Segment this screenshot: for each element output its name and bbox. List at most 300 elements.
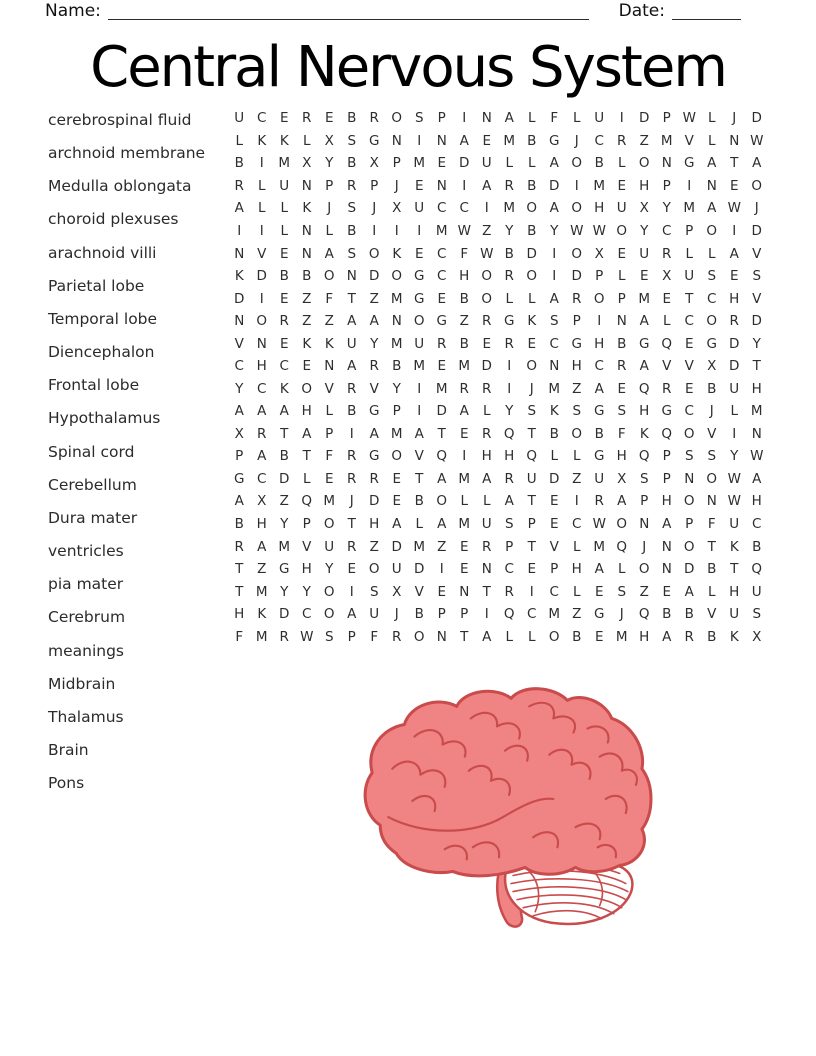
grid-letter: B	[527, 132, 537, 149]
grid-letter: B	[347, 403, 357, 420]
grid-letter: N	[706, 493, 717, 510]
grid-letter: A	[234, 200, 244, 217]
grid-letter: O	[616, 516, 628, 532]
grid-letter: Y	[640, 222, 649, 239]
grid-letter: Q	[526, 448, 538, 465]
grid-letter: M	[323, 493, 336, 510]
grid-letter: Q	[616, 538, 628, 555]
grid-letter: F	[325, 448, 334, 465]
grid-letter: I	[259, 222, 264, 239]
grid-letter: C	[684, 403, 694, 420]
grid-letter: V	[302, 538, 312, 555]
grid-letter: O	[526, 358, 538, 375]
grid-letter: L	[707, 132, 716, 149]
grid-letter: P	[595, 268, 604, 285]
grid-letter: X	[594, 245, 604, 262]
grid-letter: D	[391, 538, 402, 555]
grid-letter: Y	[550, 222, 559, 239]
grid-letter: M	[548, 380, 561, 397]
grid-letter: S	[617, 403, 627, 420]
grid-letter: Y	[302, 583, 311, 600]
grid-letter: A	[324, 245, 334, 262]
grid-letter: C	[594, 358, 604, 375]
grid-letter: Q	[638, 448, 650, 465]
grid-letter: E	[527, 561, 537, 578]
grid-letter: E	[594, 628, 604, 645]
grid-letter: F	[707, 516, 716, 532]
grid-letter: J	[619, 606, 624, 623]
grid-letter: N	[234, 313, 245, 330]
grid-letter: E	[324, 470, 334, 487]
grid-letter: P	[347, 628, 356, 645]
brain-cerebrum-shape	[365, 689, 651, 876]
grid-letter: R	[504, 177, 514, 194]
grid-letter: T	[482, 583, 491, 600]
grid-letter: T	[707, 538, 716, 555]
grid-letter: I	[417, 403, 422, 420]
grid-letter: Y	[325, 155, 334, 172]
grid-letter: C	[572, 516, 582, 532]
grid-letter: I	[417, 132, 422, 149]
grid-letter: L	[302, 132, 311, 149]
grid-letter: U	[526, 470, 537, 487]
grid-letter: N	[301, 222, 312, 239]
grid-letter: P	[325, 177, 334, 194]
grid-letter: B	[347, 155, 357, 172]
grid-letter: D	[729, 335, 740, 352]
grid-letter: M	[503, 132, 516, 149]
grid-letter: Y	[505, 222, 514, 239]
grid-letter: V	[414, 583, 424, 600]
grid-letter: N	[436, 628, 447, 645]
grid-letter: I	[507, 358, 512, 375]
grid-letter: I	[574, 177, 579, 194]
grid-letter: G	[549, 132, 560, 149]
grid-letter: H	[301, 403, 312, 420]
grid-letter: V	[414, 448, 424, 465]
grid-letter: L	[572, 583, 581, 600]
grid-letter: N	[706, 177, 717, 194]
grid-letter: H	[594, 200, 605, 217]
grid-letter: H	[256, 358, 267, 375]
grid-letter: V	[707, 425, 717, 442]
grid-letter: Q	[638, 606, 650, 623]
grid-letter: R	[729, 313, 739, 330]
grid-letter: L	[325, 222, 334, 239]
grid-letter: N	[324, 358, 335, 375]
grid-letter: T	[527, 425, 536, 442]
grid-letter: B	[617, 335, 627, 352]
grid-letter: B	[504, 245, 514, 262]
grid-letter: M	[750, 403, 763, 420]
grid-letter: C	[257, 470, 267, 487]
grid-letter: H	[504, 448, 515, 465]
grid-letter: G	[414, 290, 425, 307]
grid-letter: H	[234, 606, 245, 623]
grid-letter: I	[732, 425, 737, 442]
grid-letter: J	[574, 132, 579, 149]
grid-letter: B	[707, 628, 717, 645]
grid-letter: T	[280, 425, 289, 442]
grid-letter: N	[481, 561, 492, 578]
grid-letter: M	[660, 132, 673, 149]
grid-letter: E	[549, 516, 559, 532]
grid-letter: I	[462, 448, 467, 465]
grid-letter: A	[437, 470, 447, 487]
grid-letter: B	[707, 380, 717, 397]
grid-letter: L	[572, 110, 581, 127]
grid-letter: U	[369, 606, 380, 623]
grid-letter: M	[683, 200, 696, 217]
date-label: Date:	[618, 1, 665, 21]
grid-letter: U	[481, 155, 492, 172]
grid-letter: H	[594, 335, 605, 352]
grid-letter: D	[256, 268, 267, 285]
grid-letter: S	[347, 245, 357, 262]
grid-letter: M	[413, 538, 426, 555]
grid-letter: N	[639, 516, 650, 532]
grid-letter: A	[729, 245, 739, 262]
grid-letter: Z	[572, 606, 582, 623]
grid-letter: U	[391, 561, 402, 578]
grid-letter: N	[616, 313, 627, 330]
word-list-item: Spinal cord	[48, 442, 135, 461]
grid-letter: A	[752, 470, 762, 487]
grid-letter: E	[617, 380, 627, 397]
letter-grid	[228, 107, 768, 648]
grid-letter: I	[394, 222, 399, 239]
grid-letter: P	[550, 561, 559, 578]
grid-letter: L	[505, 628, 514, 645]
grid-letter: Z	[572, 470, 582, 487]
grid-letter: H	[616, 448, 627, 465]
grid-letter: O	[368, 245, 380, 262]
grid-letter: Y	[235, 380, 244, 397]
grid-letter: V	[662, 358, 672, 375]
grid-letter: P	[662, 448, 671, 465]
grid-letter: O	[571, 425, 583, 442]
grid-letter: Q	[661, 425, 673, 442]
grid-letter: M	[548, 606, 561, 623]
grid-letter: H	[639, 177, 650, 194]
grid-letter: A	[617, 493, 627, 510]
grid-letter: D	[729, 358, 740, 375]
grid-letter: R	[347, 177, 357, 194]
grid-letter: G	[369, 448, 380, 465]
grid-letter: I	[619, 110, 624, 127]
grid-letter: D	[639, 110, 650, 127]
grid-letter: W	[592, 222, 606, 239]
grid-letter: Z	[459, 313, 469, 330]
grid-letter: O	[391, 110, 403, 127]
word-list-item: Temporal lobe	[48, 309, 158, 328]
grid-letter: N	[751, 425, 762, 442]
grid-letter: R	[662, 380, 672, 397]
grid-letter: W	[727, 200, 741, 217]
grid-letter: K	[302, 200, 312, 217]
grid-letter: Y	[280, 516, 289, 532]
grid-letter: O	[413, 628, 425, 645]
grid-letter: E	[279, 290, 289, 307]
grid-letter: W	[727, 470, 741, 487]
grid-letter: G	[684, 155, 695, 172]
grid-letter: A	[347, 358, 357, 375]
grid-letter: N	[301, 177, 312, 194]
grid-letter: H	[571, 358, 582, 375]
grid-letter: L	[617, 268, 626, 285]
grid-letter: R	[279, 313, 289, 330]
grid-letter: J	[709, 403, 714, 420]
grid-letter: L	[482, 493, 491, 510]
grid-letter: W	[750, 448, 764, 465]
grid-letter: Z	[482, 222, 492, 239]
grid-letter: L	[527, 110, 536, 127]
grid-letter: A	[257, 538, 267, 555]
grid-letter: A	[707, 200, 717, 217]
grid-letter: D	[414, 561, 425, 578]
grid-letter: K	[257, 132, 267, 149]
grid-letter: X	[369, 155, 379, 172]
grid-letter: U	[481, 516, 492, 532]
grid-letter: O	[706, 222, 718, 239]
grid-letter: Z	[437, 538, 447, 555]
grid-letter: R	[347, 538, 357, 555]
grid-letter: M	[278, 538, 291, 555]
grid-letter: V	[369, 380, 379, 397]
grid-letter: D	[279, 470, 290, 487]
grid-letter: K	[549, 403, 559, 420]
grid-letter: U	[234, 110, 245, 127]
grid-letter: H	[729, 290, 740, 307]
grid-letter: Q	[638, 380, 650, 397]
grid-letter: I	[259, 290, 264, 307]
grid-letter: X	[392, 200, 402, 217]
name-field-line	[108, 4, 589, 20]
grid-letter: L	[730, 403, 739, 420]
grid-letter: K	[302, 335, 312, 352]
grid-letter: E	[482, 335, 492, 352]
grid-letter: E	[279, 335, 289, 352]
grid-letter: I	[597, 313, 602, 330]
grid-letter: P	[437, 110, 446, 127]
grid-letter: R	[347, 470, 357, 487]
grid-letter: T	[460, 628, 469, 645]
grid-letter: N	[301, 245, 312, 262]
grid-letter: P	[662, 177, 671, 194]
grid-letter: L	[280, 200, 289, 217]
grid-letter: I	[237, 222, 242, 239]
grid-letter: Y	[730, 448, 739, 465]
grid-letter: L	[460, 493, 469, 510]
grid-letter: O	[323, 606, 335, 623]
grid-letter: H	[481, 448, 492, 465]
grid-letter: S	[752, 268, 762, 285]
grid-letter: L	[415, 516, 424, 532]
grid-letter: B	[594, 425, 604, 442]
grid-letter: K	[324, 335, 334, 352]
grid-letter: Q	[661, 335, 673, 352]
grid-letter: Q	[503, 606, 515, 623]
grid-letter: X	[617, 470, 627, 487]
grid-letter: F	[325, 290, 334, 307]
grid-letter: C	[459, 200, 469, 217]
grid-letter: O	[706, 313, 718, 330]
grid-letter: G	[234, 470, 245, 487]
grid-letter: S	[572, 403, 582, 420]
grid-letter: H	[571, 561, 582, 578]
grid-letter: K	[392, 245, 402, 262]
grid-letter: A	[662, 516, 672, 532]
grid-letter: E	[324, 110, 334, 127]
grid-letter: G	[504, 313, 515, 330]
grid-letter: O	[706, 470, 718, 487]
grid-letter: A	[549, 200, 559, 217]
grid-letter: F	[460, 245, 469, 262]
grid-letter: G	[436, 313, 447, 330]
grid-letter: R	[302, 110, 312, 127]
grid-letter: C	[257, 110, 267, 127]
grid-letter: T	[527, 538, 536, 555]
grid-letter: Q	[436, 448, 448, 465]
grid-letter: Z	[369, 290, 379, 307]
grid-letter: B	[279, 448, 289, 465]
grid-letter: L	[707, 583, 716, 600]
grid-letter: L	[685, 245, 694, 262]
grid-letter: U	[594, 470, 605, 487]
grid-letter: K	[527, 313, 537, 330]
grid-letter: U	[751, 583, 762, 600]
grid-letter: A	[707, 155, 717, 172]
grid-letter: D	[279, 606, 290, 623]
grid-letter: C	[752, 516, 762, 532]
grid-letter: M	[413, 358, 426, 375]
grid-letter: V	[234, 335, 244, 352]
grid-letter: P	[302, 516, 311, 532]
word-list-item: Cerebellum	[48, 475, 137, 494]
grid-letter: G	[279, 561, 290, 578]
grid-letter: A	[347, 606, 357, 623]
grid-letter: R	[482, 313, 492, 330]
grid-letter: T	[730, 155, 739, 172]
grid-letter: Y	[752, 335, 761, 352]
grid-letter: E	[279, 110, 289, 127]
grid-letter: I	[484, 606, 489, 623]
grid-letter: L	[257, 177, 266, 194]
grid-letter: G	[414, 268, 425, 285]
grid-letter: H	[459, 268, 470, 285]
grid-letter: N	[661, 561, 672, 578]
grid-letter: E	[617, 245, 627, 262]
grid-letter: H	[256, 516, 267, 532]
grid-letter: A	[482, 470, 492, 487]
grid-letter: F	[617, 425, 626, 442]
grid-letter: R	[684, 628, 694, 645]
grid-letter: U	[346, 335, 357, 352]
grid-letter: O	[391, 448, 403, 465]
grid-letter: D	[751, 110, 762, 127]
grid-letter: H	[369, 516, 380, 532]
grid-letter: P	[325, 425, 334, 442]
grid-letter: G	[594, 403, 605, 420]
grid-letter: A	[279, 403, 289, 420]
grid-letter: A	[347, 313, 357, 330]
grid-letter: O	[481, 268, 493, 285]
grid-letter: L	[662, 313, 671, 330]
grid-letter: Z	[572, 380, 582, 397]
grid-letter: B	[234, 155, 244, 172]
grid-letter: O	[571, 155, 583, 172]
grid-letter: K	[257, 606, 267, 623]
grid-letter: E	[392, 493, 402, 510]
grid-letter: C	[504, 561, 514, 578]
date-field-line	[672, 4, 741, 20]
grid-letter: P	[527, 516, 536, 532]
grid-letter: V	[684, 132, 694, 149]
grid-letter: S	[414, 110, 424, 127]
grid-letter: K	[729, 628, 739, 645]
grid-letter: B	[594, 155, 604, 172]
grid-letter: B	[527, 177, 537, 194]
grid-letter: A	[504, 493, 514, 510]
grid-letter: N	[459, 583, 470, 600]
grid-letter: R	[392, 628, 402, 645]
grid-letter: G	[706, 335, 717, 352]
grid-letter: M	[255, 583, 268, 600]
grid-letter: G	[571, 335, 582, 352]
grid-letter: C	[437, 268, 447, 285]
grid-letter: C	[279, 358, 289, 375]
grid-letter: I	[417, 222, 422, 239]
grid-letter: E	[729, 177, 739, 194]
grid-letter: Y	[392, 380, 401, 397]
grid-letter: Y	[662, 200, 671, 217]
grid-letter: C	[234, 358, 244, 375]
grid-letter: I	[732, 222, 737, 239]
grid-letter: B	[459, 290, 469, 307]
grid-letter: E	[414, 177, 424, 194]
grid-letter: X	[257, 493, 267, 510]
grid-letter: Q	[503, 425, 515, 442]
grid-letter: O	[391, 268, 403, 285]
grid-letter: H	[301, 561, 312, 578]
grid-letter: O	[548, 628, 560, 645]
grid-letter: E	[617, 177, 627, 194]
grid-letter: S	[527, 403, 537, 420]
grid-letter: P	[685, 222, 694, 239]
grid-letter: R	[617, 132, 627, 149]
grid-letter: T	[752, 358, 761, 375]
grid-letter: O	[616, 222, 628, 239]
grid-letter: O	[481, 290, 493, 307]
grid-letter: C	[707, 290, 717, 307]
grid-letter: P	[662, 470, 671, 487]
grid-letter: M	[503, 200, 516, 217]
grid-letter: T	[302, 448, 311, 465]
grid-letter: A	[504, 110, 514, 127]
grid-letter: L	[572, 448, 581, 465]
grid-letter: D	[751, 313, 762, 330]
grid-letter: D	[234, 290, 245, 307]
grid-letter: G	[369, 132, 380, 149]
grid-letter: U	[279, 177, 290, 194]
grid-letter: F	[235, 628, 244, 645]
grid-letter: I	[529, 583, 534, 600]
grid-letter: U	[729, 606, 740, 623]
grid-letter: M	[278, 155, 291, 172]
grid-letter: A	[257, 403, 267, 420]
grid-letter: S	[369, 583, 379, 600]
grid-letter: P	[505, 538, 514, 555]
